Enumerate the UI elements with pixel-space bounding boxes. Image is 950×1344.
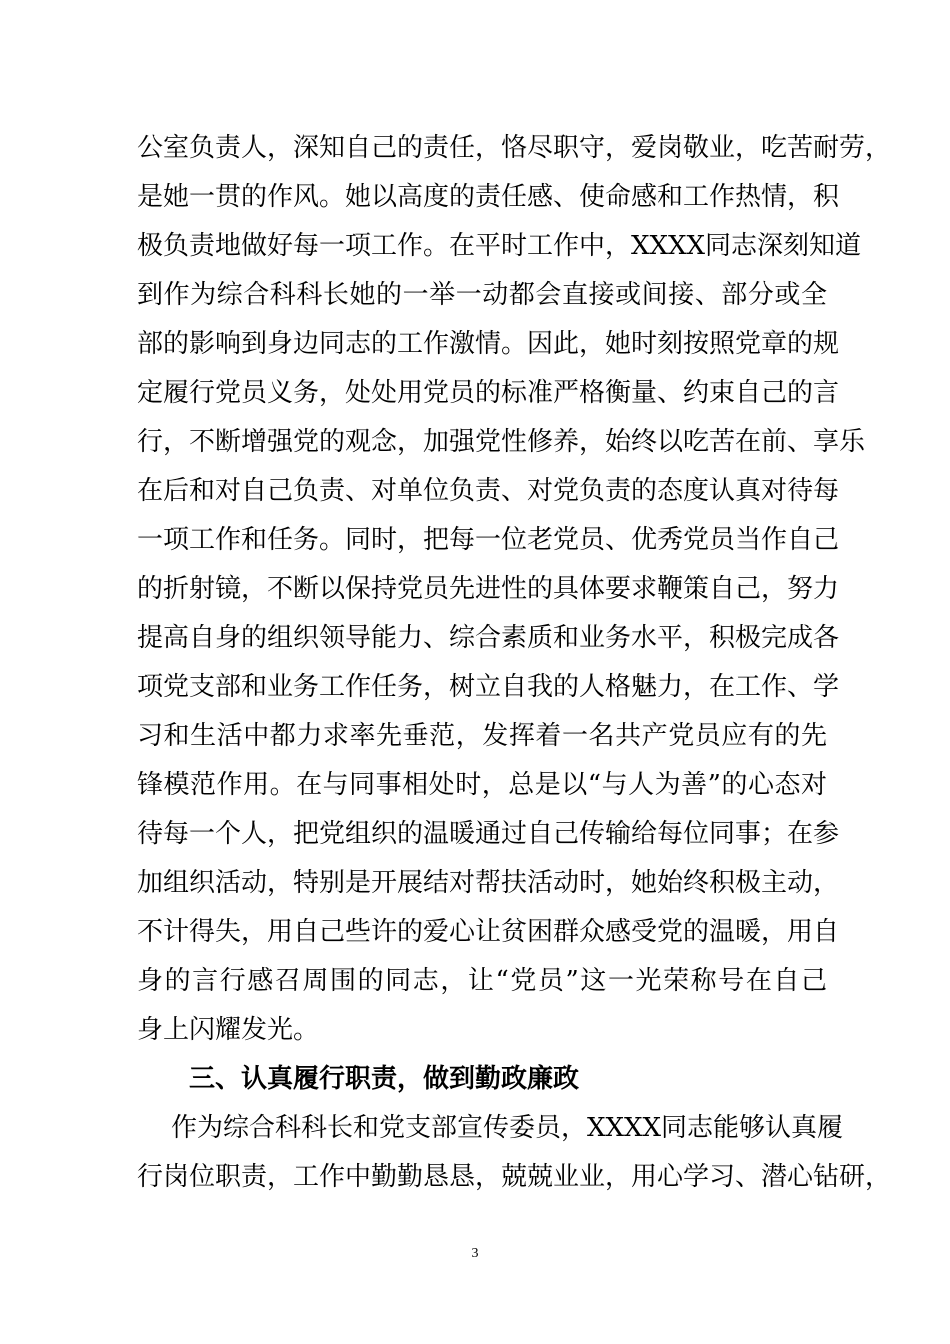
paragraph-line: 加组织活动，特别是开展结对帮扶活动时，她始终积极主动， xyxy=(137,868,840,898)
body-text xyxy=(137,124,892,1202)
paragraph-line: 定履行党员义务，处处用党员的标准严格衡量、约束自己的言 xyxy=(137,378,840,408)
paragraph-line: 到作为综合科科长她的一举一动都会直接或间接、部分或全 xyxy=(137,280,827,310)
paragraph-line: 一项工作和任务。同时，把每一位老党员、优秀党员当作自己 xyxy=(137,525,840,555)
paragraph-line: 的折射镜，不断以保持党员先进性的具体要求鞭策自己，努力 xyxy=(137,574,840,604)
paragraph-line: 项党支部和业务工作任务，树立自我的人格魅力，在工作、学 xyxy=(137,672,840,702)
paragraph-line: 是她一贯的作风。她以高度的责任感、使命感和工作热情，积 xyxy=(137,182,840,212)
paragraph-line: 待每一个人，把党组织的温暖通过自己传输给每位同事；在参 xyxy=(137,819,840,849)
paragraph-line: 在后和对自己负责、对单位负责、对党负责的态度认真对待每 xyxy=(137,476,840,506)
section-paragraph-line: 行岗位职责，工作中勤勤恳恳，兢兢业业，用心学习、潜心钻研， xyxy=(137,1162,892,1192)
paragraph-line: 身上闪耀发光。 xyxy=(137,1015,320,1045)
paragraph-line: 提高自身的组织领导能力、综合素质和业务水平，积极完成各 xyxy=(137,623,840,653)
paragraph-line: 行，不断增强党的观念，加强党性修养，始终以吃苦在前、享乐 xyxy=(137,427,866,457)
section-heading: 三、认真履行职责，做到勤政廉政 xyxy=(189,1064,580,1094)
paragraph-line: 不计得失，用自己些许的爱心让贫困群众感受党的温暖，用自 xyxy=(137,917,840,947)
paragraph-line: 极负责地做好每一项工作。在平时工作中，XXXX同志深刻知道 xyxy=(137,231,862,261)
section-paragraph-line: 作为综合科科长和党支部宣传委员，XXXX同志能够认真履 xyxy=(171,1113,844,1143)
paragraph-line: 公室负责人，深知自己的责任，恪尽职守，爱岗敬业，吃苦耐劳， xyxy=(137,133,892,163)
page-number: 3 xyxy=(471,1246,479,1261)
paragraph-line: 习和生活中都力求率先垂范，发挥着一名共产党员应有的先 xyxy=(137,721,827,751)
paragraph-line: 部的影响到身边同志的工作激情。因此，她时刻按照党章的规 xyxy=(137,329,840,359)
paragraph-line: 身的言行感召周围的同志，让“党员”这一光荣称号在自己 xyxy=(137,966,827,996)
paragraph-line: 锋模范作用。在与同事相处时，总是以“与人为善”的心态对 xyxy=(137,770,827,800)
